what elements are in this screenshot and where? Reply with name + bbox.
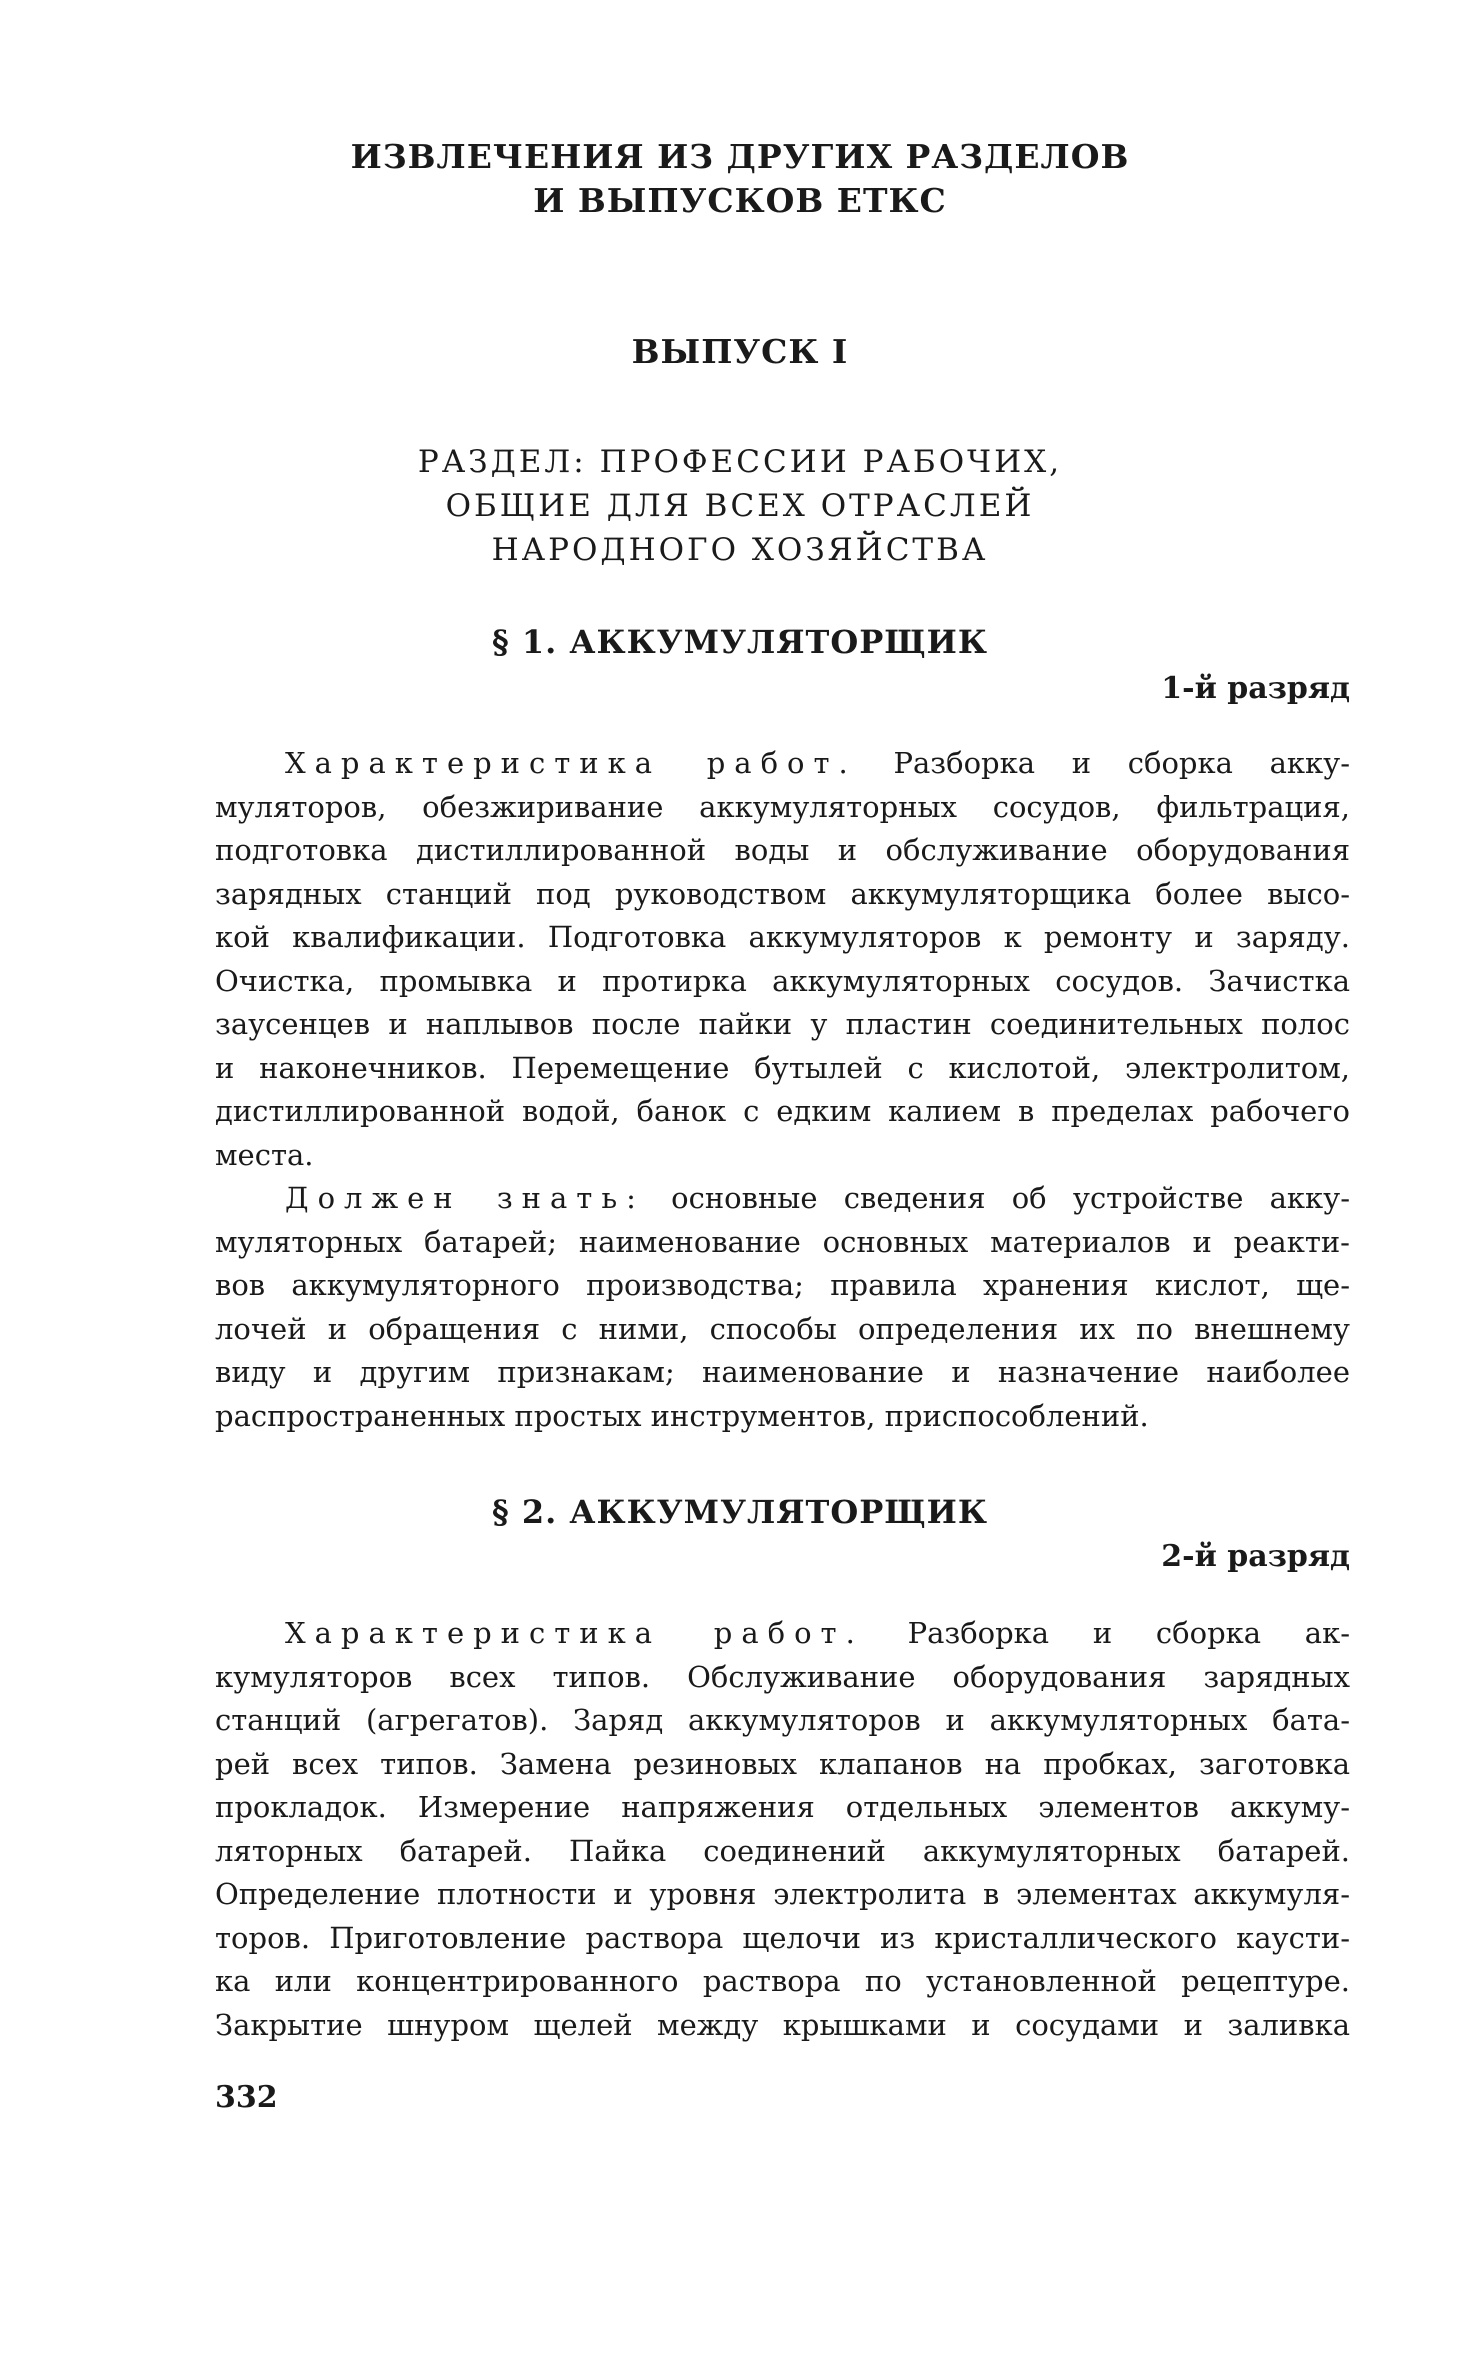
text-line: рей всех типов. Замена резиновых клапанов на пробках, заготовка	[215, 1746, 1350, 1781]
title-line-1: ИЗВЛЕЧЕНИЯ ИЗ ДРУГИХ РАЗДЕЛОВ	[350, 137, 1130, 176]
text-line: муляторных батарей; наименование основных материалов и реакти-	[215, 1224, 1350, 1259]
text-line: Определение плотности и уровня электролита в элементах аккумуля-	[215, 1877, 1350, 1911]
text-line: муляторов, обезжиривание аккумуляторных сосудов, фильтрация,	[215, 789, 1350, 824]
text-line: заусенцев и наплывов после пайки у пластин соединительных полос	[215, 1007, 1350, 1041]
text-line: дистиллированной водой, банок с едким калием в пределах рабочего	[215, 1094, 1350, 1128]
paragraph-1-rank: 1-й разряд	[1161, 671, 1350, 706]
text-line: ка или концентрированного раствора по установленной рецептуре.	[215, 1964, 1350, 1998]
section-heading-line-3: НАРОДНОГО ХОЗЯЙСТВА	[491, 532, 989, 568]
paragraph-1-knowledge	[215, 1177, 1350, 1438]
text-line: кумуляторов всех типов. Обслуживание оборудования зарядных	[215, 1659, 1350, 1694]
characteristics-label: Характеристика работ.	[285, 1616, 864, 1650]
text-line: и наконечников. Перемещение бутылей с кислотой, электролитом,	[215, 1050, 1350, 1085]
text-line: распространенных простых инструментов, приспособлений.	[215, 1398, 1149, 1433]
text-line: торов. Приготовление раствора щелочи из кристаллического каусти-	[215, 1920, 1350, 1955]
text-line: вов аккумуляторного производства; правила хранения кислот, ще-	[215, 1268, 1350, 1302]
text-line: Закрытие шнуром щелей между крышками и сосудами и заливка	[215, 2007, 1350, 2042]
text-line: зарядных станций под руководством аккумуляторщика более высо-	[215, 876, 1350, 911]
section-heading	[0, 440, 1480, 572]
text-line: виду и другим признакам; наименование и назначение наиболее	[215, 1355, 1350, 1389]
text-line: подготовка дистиллированной воды и обслуживание оборудования	[215, 833, 1350, 867]
text-line: станций (агрегатов). Заряд аккумуляторов и аккумуляторных бата-	[215, 1703, 1350, 1737]
paragraph-1-characteristics	[215, 742, 1350, 1177]
text-line: Очистка, промывка и протирка аккумуляторных сосудов. Зачистка	[215, 963, 1350, 998]
text-line: Характеристика работ. Разборка и сборка акку-	[285, 746, 1350, 780]
text-line: лочей и обращения с ними, способы определения их по внешнему	[215, 1311, 1350, 1346]
paragraph-2-title: § 2. АККУМУЛЯТОРЩИК	[491, 1493, 989, 1531]
section-heading-line-1: РАЗДЕЛ: ПРОФЕССИИ РАБОЧИХ,	[417, 444, 1063, 480]
paragraph-1-title: § 1. АККУМУЛЯТОРЩИК	[491, 623, 989, 661]
text-line: Характеристика работ. Разборка и сборка ак-	[285, 1616, 1350, 1650]
knowledge-label: Должен знать:	[285, 1181, 645, 1215]
section-heading-line-2: ОБЩИЕ ДЛЯ ВСЕХ ОТРАСЛЕЙ	[445, 488, 1035, 524]
document-title	[0, 135, 1480, 223]
issue-heading: ВЫПУСК I	[631, 332, 849, 371]
characteristics-label: Характеристика работ.	[285, 746, 857, 780]
page-number: 332	[215, 2080, 278, 2115]
paragraph-2-characteristics	[215, 1612, 1350, 2047]
text-line: места.	[215, 1137, 314, 1172]
title-line-2: И ВЫПУСКОВ ЕТКС	[533, 181, 947, 220]
text-line: кой квалификации. Подготовка аккумуляторов к ремонту и заряду.	[215, 920, 1350, 954]
text-line: Должен знать: основные сведения об устройстве акку-	[285, 1181, 1350, 1215]
text-line: ляторных батарей. Пайка соединений аккумуляторных батарей.	[215, 1833, 1350, 1868]
text-line: прокладок. Измерение напряжения отдельных элементов аккуму-	[215, 1790, 1350, 1824]
paragraph-2-rank: 2-й разряд	[1161, 1539, 1350, 1574]
